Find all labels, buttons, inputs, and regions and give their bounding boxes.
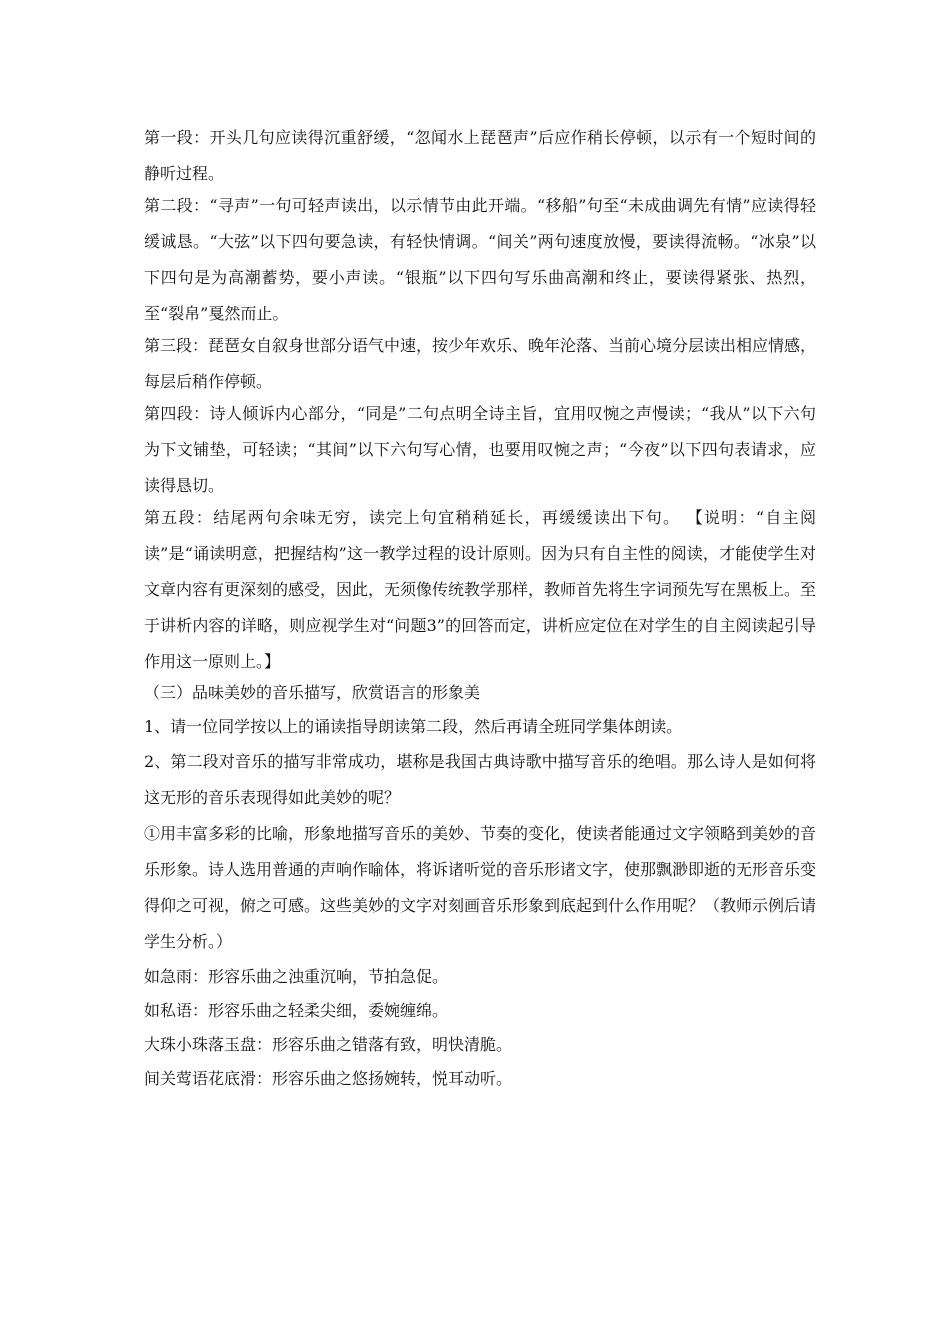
paragraph-task-1: 1、请一位同学按以上的诵读指导朗读第二段，然后再请全班同学集体朗读。 — [144, 717, 683, 736]
document-body — [144, 120, 816, 1096]
paragraph-section-3: 第三段：琵琶女自叙身世部分语气中速，按少年欢乐、晚年沦落、当前心境分层读出相应情感，每层后稍作停顿。 — [144, 336, 817, 391]
paragraph-section-4: 第四段：诗人倾诉内心部分，“同是”二句点明全诗主旨，宜用叹惋之声慢读；“我从”以下六句为下文铺垫，可轻读；“其间”以下六句写心情，也要用叹惋之声；“今夜”以下四句表请求，应读得恳切。 — [144, 404, 816, 495]
paragraph-task-2: 2、第二段对音乐的描写非常成功，堪称是我国古典诗歌中描写音乐的绝唱。那么诗人是如何将这无形的音乐表现得如此美妙的呢？ — [144, 752, 816, 807]
paragraph-section-2: 第二段：“寻声”一句可轻声读出，以示情节由此开端。“移船”句至“未成曲调先有情”应读得轻缓诚恳。“大弦”以下四句要急读，有轻快情调。“间关”两句速度放慢，要读得流畅。“冰泉”以下四句是为高潮蓄势，要小声读。“银瓶”以下四句写乐曲高潮和终止，要读得紧张、热烈，至“裂帛”戛然而止。 — [144, 196, 816, 323]
simile-item: 如私语：形容乐曲之轻柔尖细，委婉缠绵。 — [144, 1001, 449, 1020]
section-heading-3: （三）品味美妙的音乐描写，欣赏语言的形象美 — [144, 683, 481, 702]
simile-item: 间关莺语花底滑：形容乐曲之悠扬婉转，悦耳动听。 — [144, 1069, 513, 1088]
paragraph-section-1: 第一段：开头几句应读得沉重舒缓，“忽闻水上琵琶声”后应作稍长停顿，以示有一个短时间的静听过程。 — [144, 128, 816, 183]
paragraph-section-5-note: 第五段：结尾两句余味无穷，读完上句宜稍稍延长，再缓缓读出下句。 【说明：“自主阅读”是“诵读明意，把握结构”这一教学过程的设计原则。因为只有自主性的阅读，才能使学生对文章内容有更深刻的感受，因此，无须像传统教学那样，教师首先将生字词预先写在黑板上。至于讲析内容的详略，则应视学生对“问题3”的回答而定，讲析应定位在对学生的自主阅读起引导作用这一原则上。】 — [144, 508, 817, 671]
paragraph-point-1: ①用丰富多彩的比喻，形象地描写音乐的美妙、节奏的变化，使读者能通过文字领略到美妙的音乐形象。诗人选用普通的声响作喻体，将诉诸听觉的音乐形诸文字，使那飘渺即逝的无形音乐变得仰之可视，俯之可感。这些美妙的文字对刻画音乐形象到底起到什么作用呢？（教师示例后请学生分析。） — [144, 824, 817, 951]
simile-item: 如急雨：形容乐曲之浊重沉响，节拍急促。 — [144, 967, 449, 986]
simile-item: 大珠小珠落玉盘：形容乐曲之错落有致，明快清脆。 — [144, 1035, 513, 1054]
